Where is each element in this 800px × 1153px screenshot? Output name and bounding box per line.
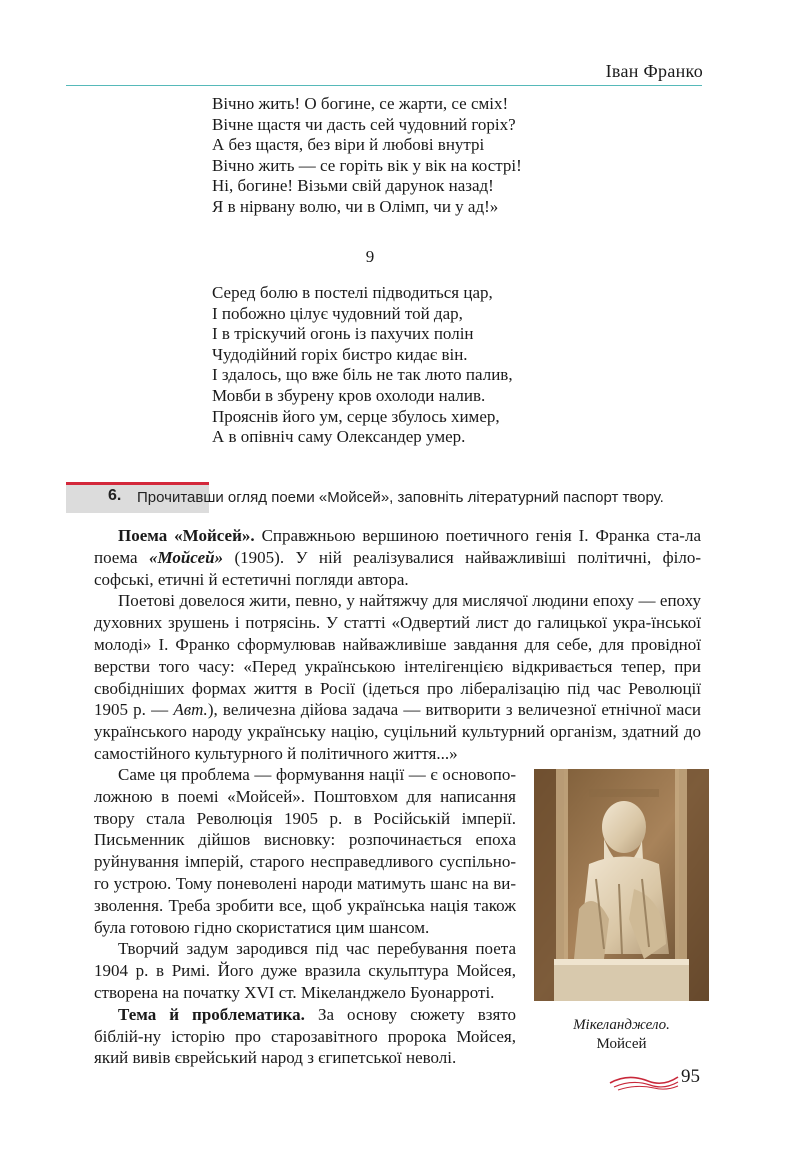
article-text-bottom [94, 764, 516, 1069]
paragraph-poem-moses [94, 525, 701, 590]
poem-line: Вічно жить! О богине, се жарти, се сміх! [212, 94, 509, 113]
task-number: 6. [108, 487, 122, 504]
figure-caption [534, 1016, 709, 1054]
sculpture-illustration [534, 769, 709, 1001]
header-rule [66, 85, 702, 86]
paragraph-text: ), величезна дійова задача — витворити з величезної етнічної маси українського народу українську націю, суцільний культурний організм, здатний до самостійного культурного й політичного життя...» [94, 700, 701, 763]
poem-line: І побожно цілує чудовний той дар, [212, 303, 463, 323]
paragraph-text: За основу сюжету взято біблій-ну історію про старозавітного пророка Мойсея, який вивів єврейський народ з єгипетської неволі. [94, 1004, 516, 1068]
task-instruction: Прочитавши огляд поеми «Мойсей», заповніть літературний паспорт твору. [137, 489, 664, 506]
running-header: Іван Франко [605, 61, 703, 81]
poem-stanza-9 [212, 283, 632, 448]
poem-line: Вічно жить — се горіть вік у вік на кострі! [212, 155, 522, 175]
paragraph-heading: Поема «Мойсей». [118, 526, 255, 545]
caption-author: Мікеланджело. [573, 1017, 670, 1033]
poem-stanza-8 [212, 94, 632, 218]
page-ornament-icon [608, 1071, 680, 1093]
poem-line: Прояснів його ум, серце збулось химер, [212, 406, 500, 426]
paragraph-text: (1905). У ній реалізувалися найважливіші політичні, філо-софські, етичні й естетичні погляди автора. [94, 547, 701, 589]
author-note: Авт. [173, 700, 208, 720]
poem-line: Мовби в збурену кров охолоди налив. [212, 385, 486, 405]
poem-line: Я в нірвану волю, чи в Олімп, чи у ад!» [212, 196, 499, 216]
poem-line: А в опівніч саму Олександер умер. [212, 427, 466, 447]
paragraph-rome: Творчий задум зародився під час перебування поета 1904 р. в Римі. Його дуже вразила скульптура Мойсея, створена на початку XVI ст. Мікеланджело Буонарроті. [94, 939, 516, 1002]
page-number: 95 [681, 1066, 700, 1087]
poem-line: Ні, богине! Візьми свій дарунок назад! [212, 176, 494, 196]
work-title: «Мойсей» [148, 547, 224, 567]
poem-line: Чудодійний горіх бистро кидає він. [212, 344, 468, 364]
article-text-top [94, 525, 701, 765]
poem-line: І здалось, що вже біль не так люто палив, [212, 365, 513, 385]
paragraph-epoch [94, 590, 701, 764]
stanza-number: 9 [365, 247, 375, 266]
paragraph-heading: Тема й проблематика. [118, 1004, 305, 1024]
caption-title: Мойсей [596, 1036, 647, 1052]
poem-line: І в тріскучий огонь із пахучих полін [212, 324, 474, 344]
poem-line: А без щастя, без віри й любові внутрі [212, 135, 485, 155]
paragraph-text: Справжньою вершиною поетичного генія І. Франка ста-ла поема [94, 526, 701, 567]
poem-line: Серед болю в постелі підводиться цар, [212, 283, 493, 302]
paragraph-text: Поетові довелося жити, певно, у найтяжчу для мислячої людини епоху — епоху духовних зрушень і потрясінь. У статті «Одвертий лист до галицької укра-їнської молоді» І. Франко сформулював найважливіше завдання для себе, для провідної верстви того часу: «Перед українською інтелігенцією відкривається тепер, при свобідніших формах життя в Росії (ідеться про лібералізацію під час Революції 1905 р. — [94, 591, 701, 720]
moses-sculpture-image [534, 769, 709, 1001]
poem-line: Вічне щастя чи дасть сей чудовний горіх? [212, 114, 516, 134]
paragraph-theme [94, 1004, 516, 1069]
paragraph-nation: Саме ця проблема — формування нації — є основопо-ложною в поемі «Мойсей». Поштовхом для написання твору стала Революція 1905 р. в Російській імперії. Письменник дійшов висновку: розпочинається епоха руйнування імперій, старого несправедливого суспільно-го устрою. Тому поневолені народи матимуть шанс на ви-зволення. Треба зробити все, щоб українська нація також була готовою гідно скористатися цим шансом. [94, 765, 516, 937]
